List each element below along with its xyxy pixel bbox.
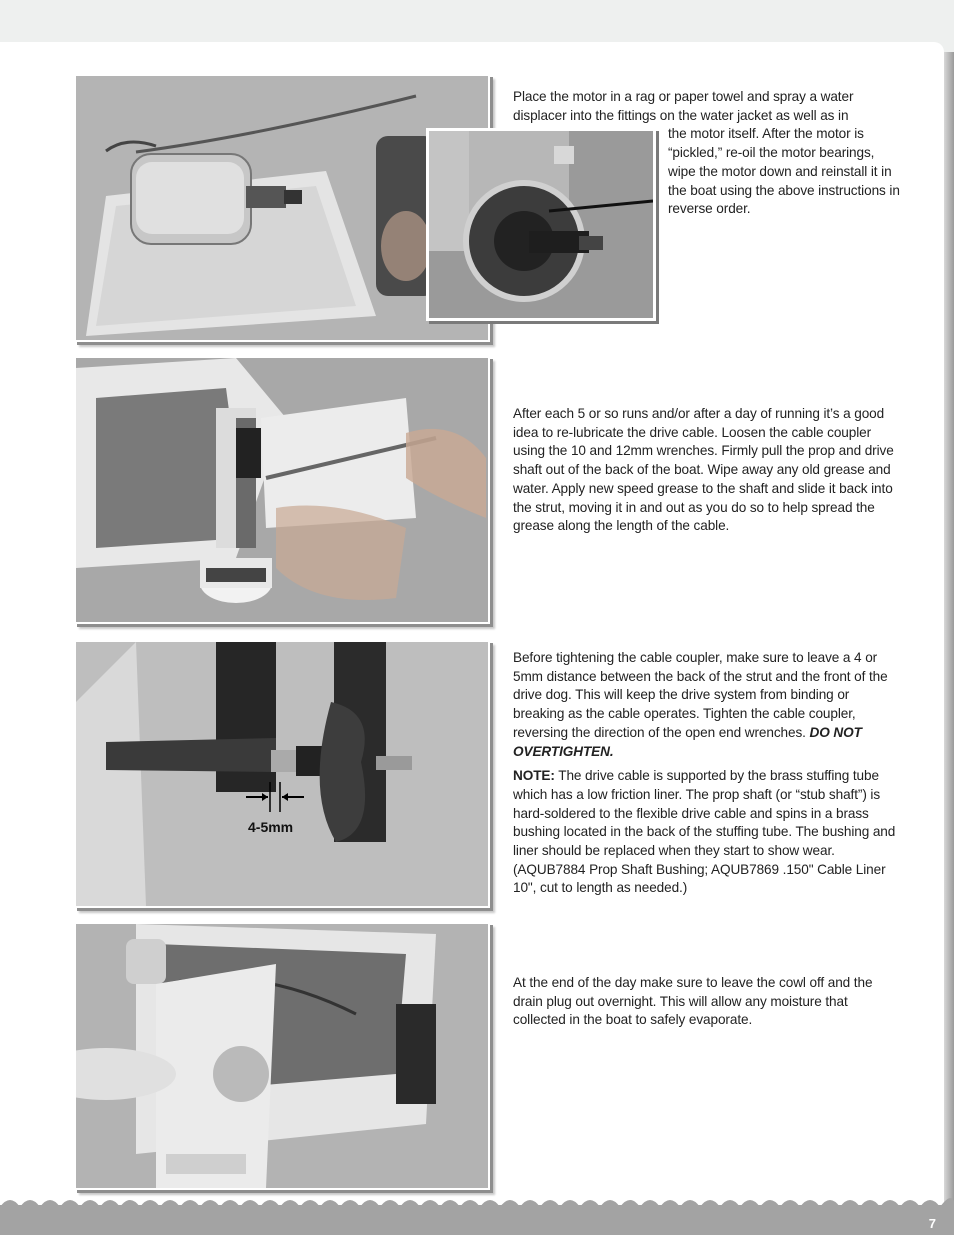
side-stripe — [944, 52, 954, 1235]
section-4-text — [513, 974, 903, 1036]
photo-strut-prop — [74, 640, 490, 908]
section-1-text — [513, 88, 903, 225]
section-1-line-top: Place the motor in a rag or paper towel and spray a water displacer into the fittings on the water jacket as well as in — [513, 89, 854, 123]
section-3-text — [513, 649, 903, 904]
section-3-paragraph — [513, 649, 903, 761]
note-text: The drive cable is supported by the brass stuffing tube which has a low friction liner. The prop shaft (or “stub shaft”) is hard-soldered to the flexible drive cable and spins in a brass bushing located in the back of the stuffing tube. The bushing and liner should be replaced when they start to show wear. (AQUB7884 Prop Shaft Bushing; AQUB7869 .150" Cable Liner 10", cut to length as needed.) — [513, 768, 896, 896]
section-2-paragraph: After each 5 or so runs and/or after a day of running it’s a good idea to re-lubricate the drive cable. Loosen the cable coupler using the 10 and 12mm wrenches. Firmly pull the prop and drive shaft out of the back of the boat. Wipe away any old grease and water. Apply new speed grease to the shaft and slide it back into the strut, moving it in and out as you do so to help spread the grease along the length of the cable. — [513, 406, 894, 534]
photo-greasing-cable — [74, 356, 490, 624]
section-1-paragraph — [513, 88, 903, 219]
section-3-warning: DO NOT OVERTIGHTEN. — [513, 724, 862, 759]
section-3-note — [513, 767, 903, 898]
section-2-text — [513, 405, 903, 542]
section-1-line-indented: the motor itself. After the motor is “pickled,” re-oil the motor bearings, wipe the motor down and reinstall it in the boat using the above instructions in reverse order. — [668, 126, 900, 217]
gap-label: 4-5mm — [248, 819, 294, 835]
bottom-wave-band — [0, 1205, 954, 1235]
section-4-paragraph: At the end of the day make sure to leave the cowl off and the drain plug out overnight. This will allow any moisture that collected in the boat to safely evaporate. — [513, 975, 873, 1028]
section-3-body: Before tightening the cable coupler, make sure to leave a 4 or 5mm distance between the back of the strut and the front of the drive dog. This will keep the drive system from binding or breaking as the cable operates. Tighten the cable coupler, reversing the direction of the open end wrenches. — [513, 650, 888, 740]
wave-border — [0, 1193, 954, 1207]
note-label: NOTE: — [513, 768, 555, 784]
photo-boat-cowl-off — [74, 922, 490, 1190]
page-number: 7 — [928, 1216, 936, 1231]
